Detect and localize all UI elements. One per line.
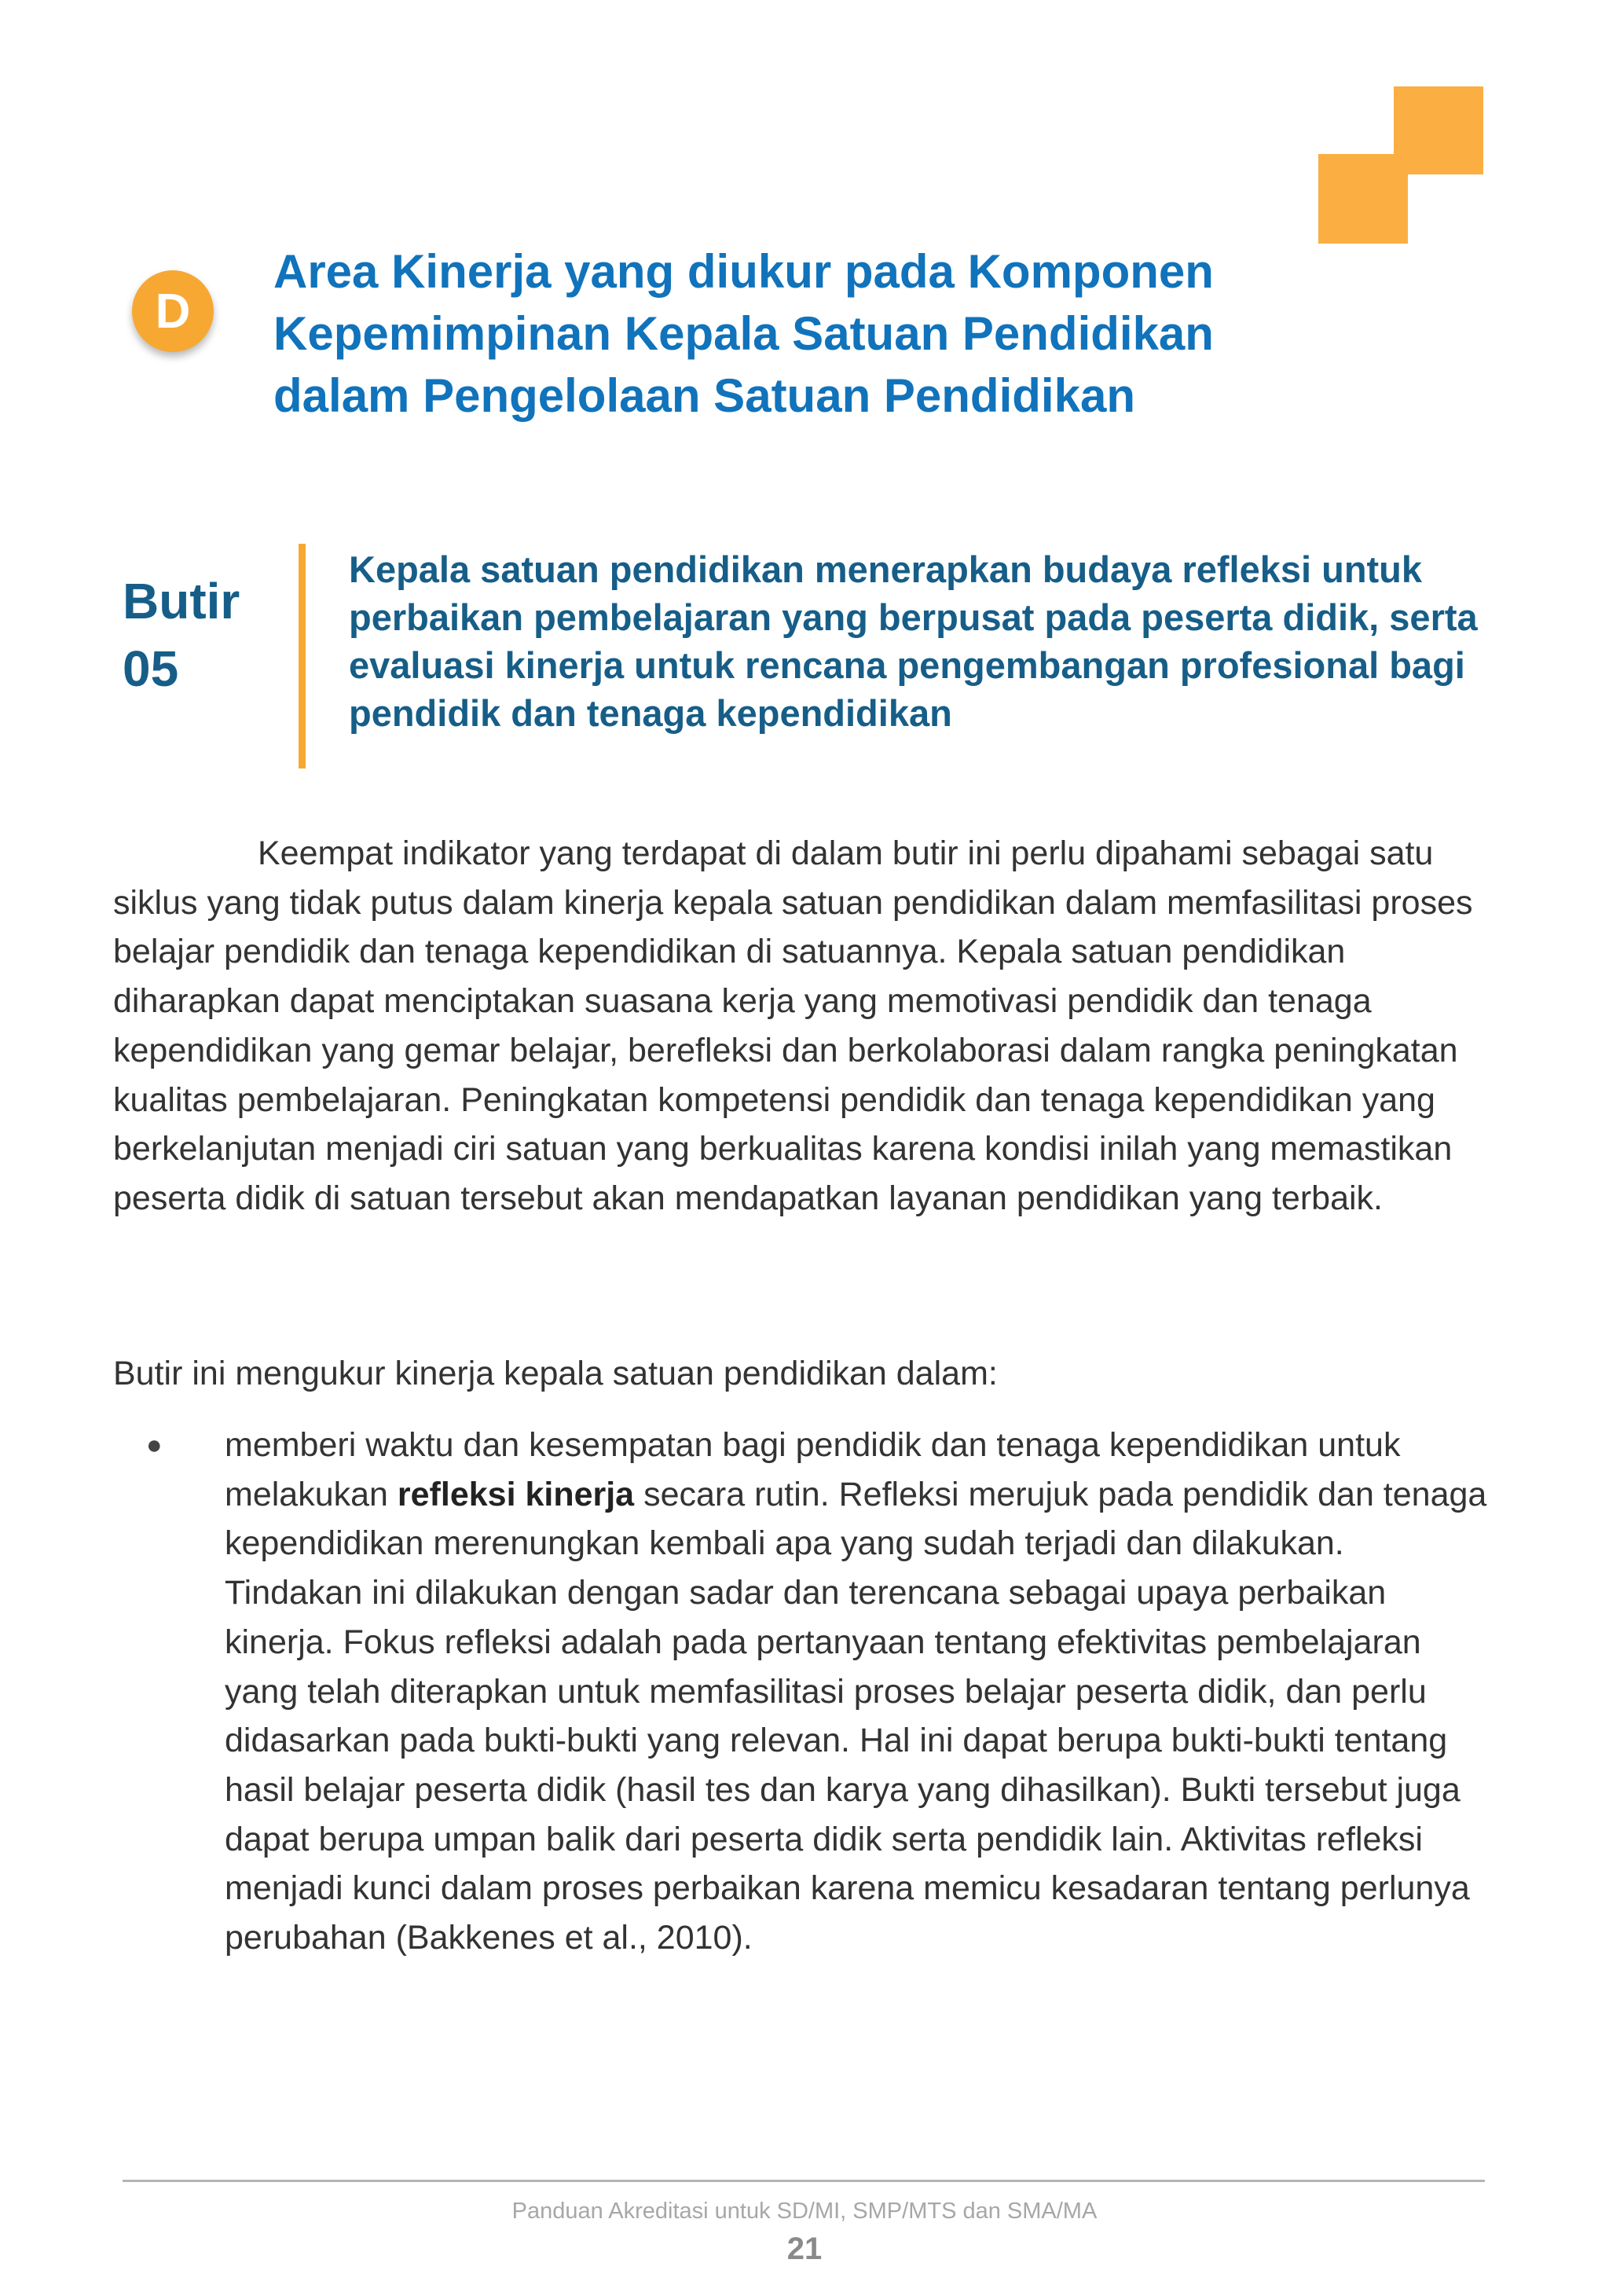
bullet-text-before: memberi waktu dan kesempatan bagi pendidik dan tenaga kependidikan untuk melakukan [225,1426,1401,1513]
bullet-item-text [225,1421,1490,1963]
page-number: 21 [786,2232,823,2266]
butir-divider-bar [299,544,306,768]
body-paragraph-1: Keempat indikator yang terdapat di dalam butir ini perlu dipahami sebagai satu siklus yang tidak putus dalam kinerja kepala satuan pendidikan dalam memfasilitasi proses belajar pendidik dan tenaga kependidikan di satuannya. Kepala satuan pendidikan diharapkan dapat menciptakan suasana kerja yang memotivasi pendidik dan tenaga kependidikan yang gemar belajar, berefleksi dan berkolaborasi dalam rangka peningkatan kualitas pembelajaran. Peningkatan kompetensi pendidik dan tenaga kependidikan yang berkelanjutan menjadi ciri satuan yang berkualitas karena kondisi inilah yang memastikan peserta didik di satuan tersebut akan mendapatkan layanan pendidikan yang terbaik. [113,834,1473,1217]
section-badge: D [132,270,214,352]
footer-text: Panduan Akreditasi untuk SD/MI, SMP/MTS dan SMA/MA [511,2199,1098,2224]
butir-statement: Kepala satuan pendidikan menerapkan budaya refleksi untuk perbaikan pembelajaran yang berpusat pada peserta didik, serta evaluasi kinerja untuk rencana pengembangan profesional bagi pendidik dan tenaga kependidikan [349,548,1478,734]
butir-number: 05 [123,640,179,697]
bullet-bold-term: refleksi kinerja [397,1475,635,1513]
corner-decoration-square [1318,154,1408,244]
section-title: Area Kinerja yang diukur pada Komponen Kepemimpinan Kepala Satuan Pendidikan dalam Pengelolaan Satuan Pendidikan [273,245,1214,422]
bullet-marker: ● [146,1430,163,1460]
butir-label-word: Butir [123,573,240,629]
butir-label [123,567,240,702]
footer-divider [123,2180,1485,2182]
body-paragraph-2: Butir ini mengukur kinerja kepala satuan pendidikan dalam: [113,1355,998,1392]
bullet-text-after: secara rutin. Refleksi merujuk pada pendidik dan tenaga kependidikan merenungkan kembali apa yang sudah terjadi dan dilakukan. Tindakan ini dilakukan dengan sadar dan terencana sebagai upaya perbaikan kinerja. Fokus refleksi adalah pada pertanyaan tentang efektivitas pembelajaran yang telah diterapkan untuk memfasilitasi proses belajar peserta didik, dan perlu didasarkan pada bukti-bukti yang relevan. Hal ini dapat berupa bukti-bukti tentang hasil belajar peserta didik (hasil tes dan karya yang dihasilkan). Bukti tersebut juga dapat berupa umpan balik dari peserta didik serta pendidik lain. Aktivitas refleksi menjadi kunci dalam proses perbaikan karena memicu kesadaran tentang perlunya perubahan (Bakkenes et al., 2010). [225,1475,1487,1957]
